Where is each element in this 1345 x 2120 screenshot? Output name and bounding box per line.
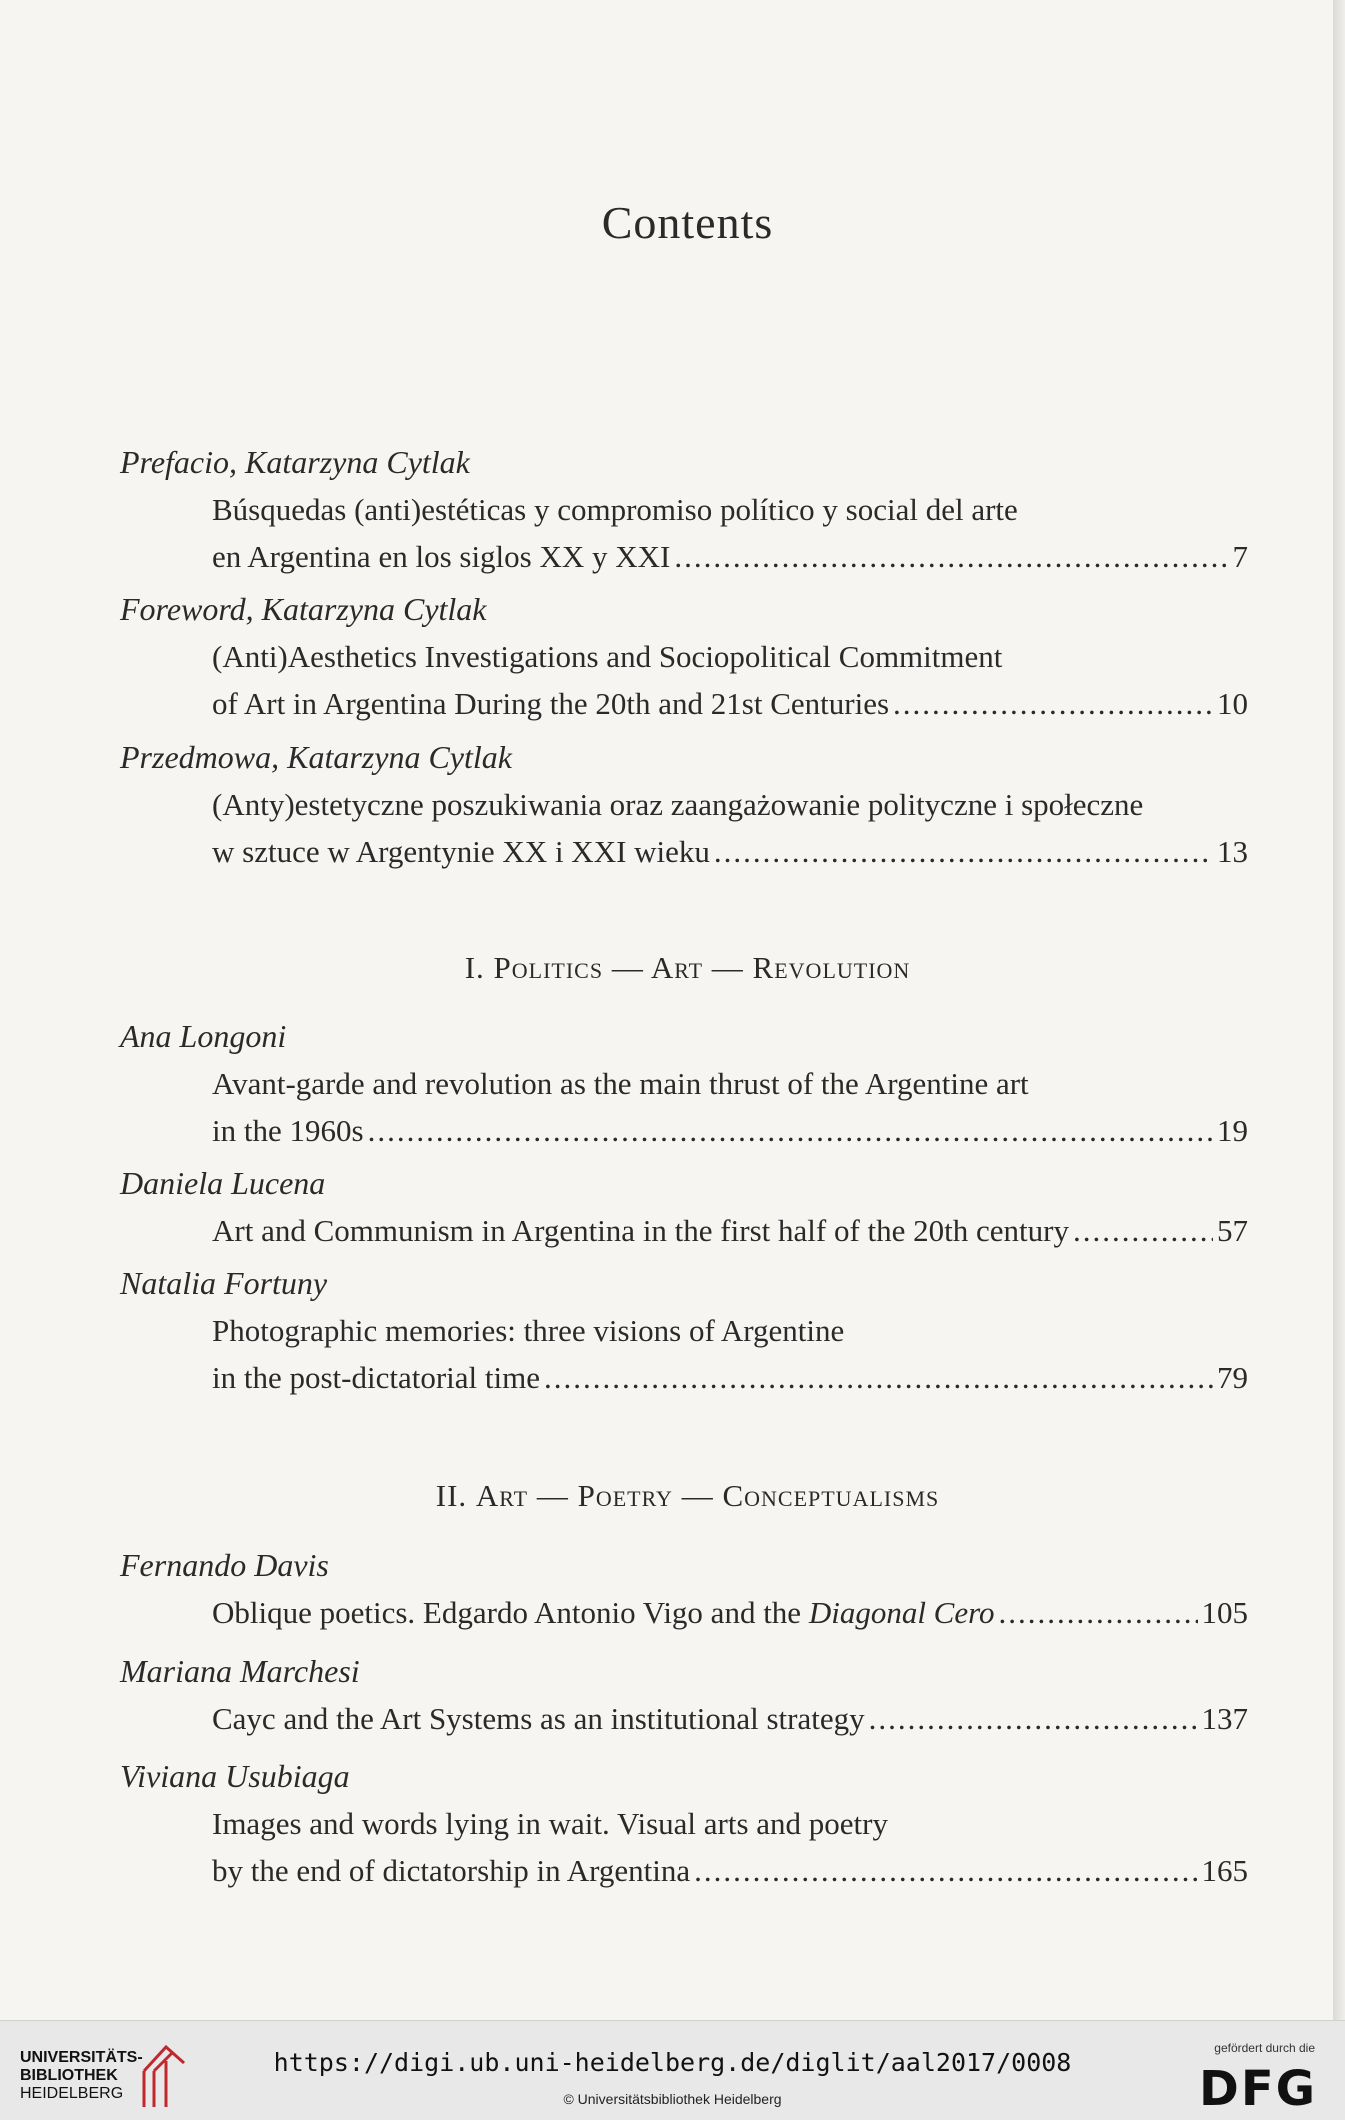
dot-leader — [368, 1107, 1213, 1154]
toc-entry — [120, 1541, 1248, 1636]
toc-entry — [120, 1752, 1248, 1894]
dot-leader — [674, 533, 1228, 580]
entry-title-text: w sztuce w Argentynie XX i XXI wieku — [212, 834, 710, 869]
funding-note: gefördert durch die — [1214, 2041, 1315, 2055]
entry-title-line: Images and words lying in wait. Visual arts and poetry — [212, 1806, 888, 1841]
toc-entry — [120, 1012, 1248, 1154]
dot-leader — [694, 1847, 1197, 1894]
entry-title-line — [212, 680, 1248, 727]
entry-author: Natalia Fortuny — [120, 1265, 328, 1301]
entry-title-line — [212, 1107, 1248, 1154]
toc-entry — [120, 1159, 1248, 1254]
dot-leader — [1073, 1207, 1213, 1254]
dot-leader — [893, 680, 1213, 727]
entry-author: Foreword, Katarzyna Cytlak — [120, 591, 487, 627]
dot-leader — [544, 1354, 1213, 1401]
section-number: I. — [464, 950, 494, 985]
entry-title-line — [212, 1695, 1248, 1742]
section-heading — [0, 1478, 1345, 1514]
entry-author: Mariana Marchesi — [120, 1653, 360, 1689]
entry-title-text: en Argentina en los siglos XX y XXI — [212, 539, 671, 574]
library-name-line: BIBLIOTHEK — [20, 2067, 118, 2084]
page-number: 19 — [1217, 1113, 1248, 1148]
page-number: 105 — [1201, 1595, 1248, 1630]
entry-title-text: of Art in Argentina During the 20th and 21st Centuries — [212, 686, 890, 721]
toc-entry — [120, 1259, 1248, 1401]
toc-entry — [120, 438, 1248, 580]
entry-title-line — [212, 533, 1248, 580]
toc-entry — [120, 585, 1248, 727]
entry-author: Przedmowa, Katarzyna Cytlak — [120, 739, 512, 775]
page-number: 57 — [1217, 1213, 1248, 1248]
page-number: 7 — [1232, 539, 1248, 574]
entry-author: Prefacio, Katarzyna Cytlak — [120, 444, 470, 480]
entry-title-line: (Anty)estetyczne poszukiwania oraz zaangażowanie polityczne i społeczne — [212, 787, 1144, 822]
dot-leader — [999, 1589, 1198, 1636]
section-title: Politics — Art — Revolution — [493, 950, 911, 985]
dot-leader — [714, 828, 1213, 875]
page-number: 13 — [1217, 834, 1248, 869]
entry-title-italic: Diagonal Cero — [808, 1595, 995, 1630]
library-name-line: HEIDELBERG — [20, 2085, 124, 2102]
page-number: 137 — [1201, 1701, 1248, 1736]
entry-title-line — [212, 1589, 1248, 1636]
entry-title-text — [212, 1589, 995, 1636]
copyright-text: © Universitätsbibliothek Heidelberg — [563, 2091, 782, 2107]
page-edge-shadow — [1333, 0, 1345, 2020]
entry-title-line — [212, 1207, 1248, 1254]
entry-title-text: Cayc and the Art Systems as an institutional strategy — [212, 1701, 865, 1736]
entry-title-line: (Anti)Aesthetics Investigations and Sociopolitical Commitment — [212, 639, 1003, 674]
entry-title-text: in the 1960s — [212, 1113, 364, 1148]
dfg-logo: DFG — [1198, 2061, 1317, 2117]
permalink-url[interactable]: https://digi.ub.uni-heidelberg.de/diglit/aal2017/0008 — [273, 2048, 1072, 2077]
entry-title-text: Art and Communism in Argentina in the first half of the 20th century — [212, 1213, 1069, 1248]
entry-title-text: in the post-dictatorial time — [212, 1360, 540, 1395]
section-heading — [0, 950, 1345, 986]
entry-title-line: Búsquedas (anti)estéticas y compromiso político y social del arte — [212, 492, 1018, 527]
entry-author: Daniela Lucena — [120, 1165, 326, 1201]
viewer-footer — [0, 2020, 1345, 2120]
entry-author: Viviana Usubiaga — [120, 1758, 350, 1794]
library-name-line: UNIVERSITÄTS- — [20, 2049, 143, 2066]
toc-entry — [120, 1647, 1248, 1742]
page-number: 79 — [1217, 1360, 1248, 1395]
entry-title-line — [212, 1354, 1248, 1401]
page-number: 10 — [1217, 686, 1248, 721]
page-title: Contents — [601, 197, 774, 248]
dot-leader — [869, 1695, 1198, 1742]
entry-author: Fernando Davis — [120, 1547, 329, 1583]
entry-title-roman: Oblique poetics. Edgardo Antonio Vigo and the — [212, 1595, 809, 1630]
entry-title-line — [212, 828, 1248, 875]
entry-title-text: by the end of dictatorship in Argentina — [212, 1853, 691, 1888]
entry-title-line — [212, 1847, 1248, 1894]
entry-title-line: Avant-garde and revolution as the main thrust of the Argentine art — [212, 1066, 1029, 1101]
entry-author: Ana Longoni — [120, 1018, 287, 1054]
entry-title-line: Photographic memories: three visions of Argentine — [212, 1313, 845, 1348]
section-number: II. — [435, 1478, 476, 1513]
section-title: Art — Poetry — Conceptualisms — [475, 1478, 940, 1513]
page-number: 165 — [1201, 1853, 1248, 1888]
toc-entry — [120, 733, 1248, 875]
